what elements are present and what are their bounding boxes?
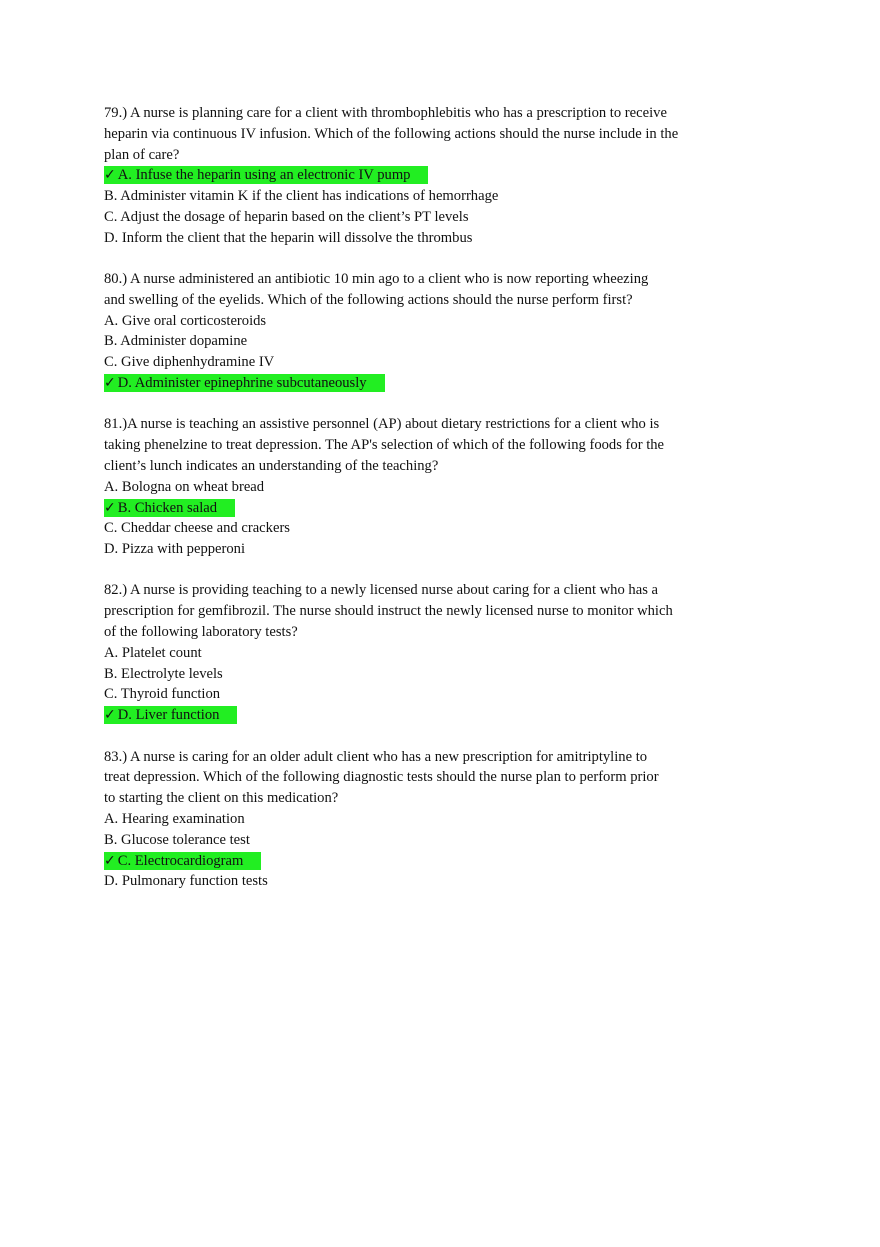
- answer-option: [104, 830, 744, 851]
- question-stem: [104, 414, 744, 476]
- answer-option: [104, 643, 744, 664]
- answer-option-text: C. Electrocardiogram: [117, 852, 244, 869]
- answer-option-text: A. Give oral corticosteroids: [104, 312, 267, 329]
- answer-option: [104, 331, 744, 352]
- answer-option-correct: [104, 705, 744, 726]
- check-mark-icon: ✓: [104, 167, 116, 184]
- answer-options: [104, 311, 744, 394]
- answer-option-text: C. Cheddar cheese and crackers: [104, 520, 290, 537]
- question-stem-line: treat depression. Which of the following diagnostic tests should the nurse plan to perform prior: [104, 769, 659, 786]
- answer-option: [104, 871, 744, 892]
- question-block: [104, 580, 744, 726]
- answer-option-text: C. Give diphenhydramine IV: [104, 354, 275, 371]
- question-block: [104, 747, 744, 893]
- question-stem-line: 80.) A nurse administered an antibiotic 10 min ago to a client who is now reporting wheezing: [104, 271, 649, 288]
- question-stem-line: 81.)A nurse is teaching an assistive personnel (AP) about dietary restrictions for a client who is: [104, 416, 660, 433]
- question-stem-line: heparin via continuous IV infusion. Which of the following actions should the nurse include in the: [104, 125, 679, 142]
- question-block: [104, 414, 744, 560]
- question-stem-line: prescription for gemfibrozil. The nurse should instruct the newly licensed nurse to monitor which: [104, 603, 673, 620]
- question-stem: [104, 747, 744, 809]
- answer-options: [104, 809, 744, 892]
- answer-option-text: D. Liver function: [117, 707, 220, 724]
- answer-option: [104, 186, 744, 207]
- check-mark-icon: ✓: [104, 499, 116, 516]
- correct-answer-highlight: [104, 166, 428, 184]
- check-mark-icon: ✓: [104, 707, 116, 724]
- answer-option: [104, 228, 744, 249]
- answer-option-text: B. Chicken salad: [117, 499, 218, 516]
- answer-option: [104, 684, 744, 705]
- question-stem-line: to starting the client on this medication?: [104, 790, 339, 807]
- question-stem-line: 79.) A nurse is planning care for a client with thrombophlebitis who has a prescription to receive: [104, 105, 667, 121]
- answer-option: [104, 311, 744, 332]
- answer-option: [104, 809, 744, 830]
- answer-option-text: B. Glucose tolerance test: [104, 831, 250, 848]
- question-stem-line: taking phenelzine to treat depression. The AP's selection of which of the following foods for the: [104, 437, 665, 454]
- answer-option: [104, 518, 744, 539]
- correct-answer-highlight: [104, 706, 237, 724]
- answer-option-text: D. Pizza with pepperoni: [104, 541, 246, 558]
- question-block: [104, 269, 744, 394]
- answer-option: [104, 477, 744, 498]
- answer-option-correct: [104, 165, 744, 186]
- correct-answer-highlight: [104, 374, 385, 392]
- answer-option-text: D. Inform the client that the heparin will dissolve the thrombus: [104, 229, 473, 246]
- answer-option-text: D. Pulmonary function tests: [104, 873, 268, 890]
- answer-option-text: A. Infuse the heparin using an electronic IV pump: [117, 167, 411, 184]
- question-stem-line: 83.) A nurse is caring for an older adult client who has a new prescription for amitriptyline to: [104, 748, 648, 765]
- answer-option-correct: [104, 498, 744, 519]
- answer-option-correct: [104, 373, 744, 394]
- check-mark-icon: ✓: [104, 375, 116, 392]
- question-stem: [104, 269, 744, 311]
- answer-options: [104, 643, 744, 726]
- question-stem: [104, 103, 744, 165]
- check-mark-icon: ✓: [104, 852, 116, 869]
- question-stem-line: plan of care?: [104, 146, 180, 163]
- correct-answer-highlight: [104, 499, 235, 517]
- answer-option-text: B. Electrolyte levels: [104, 665, 223, 682]
- answer-option-text: A. Platelet count: [104, 644, 202, 661]
- answer-option: [104, 664, 744, 685]
- question-stem-line: of the following laboratory tests?: [104, 624, 298, 641]
- question-block: [104, 103, 744, 249]
- answer-options: [104, 165, 744, 248]
- answer-option: [104, 207, 744, 228]
- question-stem-line: client’s lunch indicates an understanding of the teaching?: [104, 457, 439, 474]
- answer-option-text: A. Bologna on wheat bread: [104, 478, 265, 495]
- question-stem: [104, 580, 744, 642]
- answer-options: [104, 477, 744, 560]
- answer-option-text: C. Adjust the dosage of heparin based on the client’s PT levels: [104, 208, 469, 225]
- answer-option-text: B. Administer vitamin K if the client has indications of hemorrhage: [104, 188, 499, 205]
- answer-option-text: A. Hearing examination: [104, 810, 245, 827]
- answer-option: [104, 352, 744, 373]
- answer-option-text: B. Administer dopamine: [104, 333, 248, 350]
- document-page: [104, 103, 744, 913]
- answer-option: [104, 539, 744, 560]
- correct-answer-highlight: [104, 852, 261, 870]
- answer-option-text: D. Administer epinephrine subcutaneously: [117, 375, 367, 392]
- answer-option-text: C. Thyroid function: [104, 686, 221, 703]
- question-stem-line: and swelling of the eyelids. Which of the following actions should the nurse perform first?: [104, 291, 633, 308]
- answer-option-correct: [104, 851, 744, 872]
- question-stem-line: 82.) A nurse is providing teaching to a newly licensed nurse about caring for a client who has a: [104, 582, 659, 599]
